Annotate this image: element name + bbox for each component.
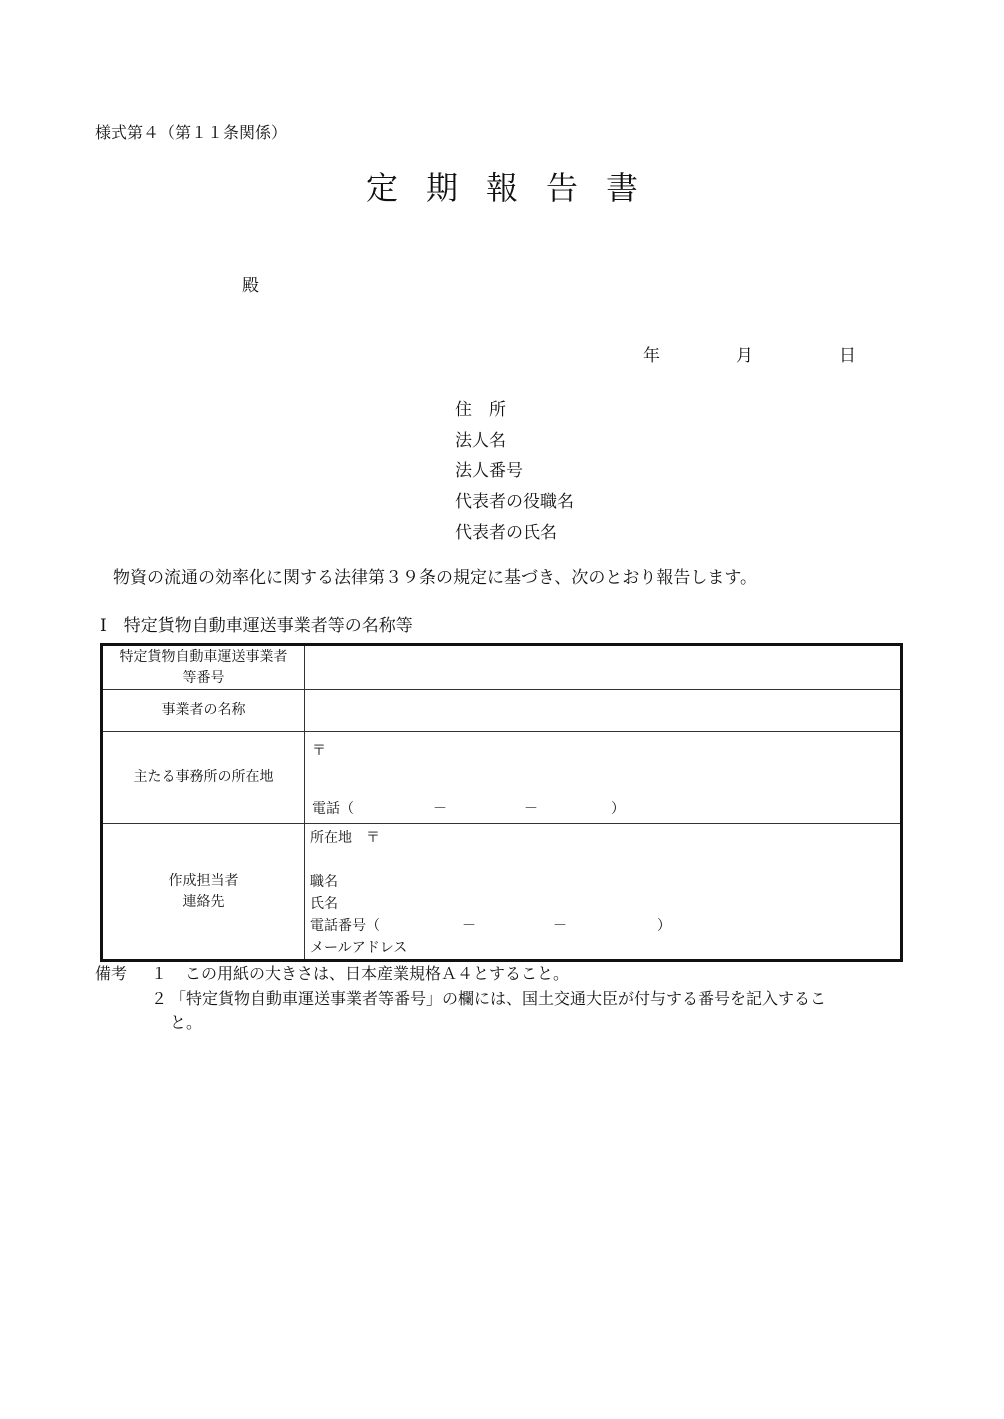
note-2-number: ２ [151, 989, 168, 1008]
row-label-operator-number [102, 645, 305, 690]
row-label-main-office: 主たる事務所の所在地 [102, 732, 305, 824]
contact-job-title-label: 職名 [310, 874, 338, 890]
report-table [100, 643, 903, 962]
sender-corp-name-label: 法人名 [455, 431, 506, 451]
date-day: 日 [839, 346, 856, 366]
contact-name-label: 氏名 [310, 896, 338, 912]
main-office-field[interactable] [305, 732, 902, 824]
sender-rep-name-label: 代表者の氏名 [455, 523, 557, 543]
table-row [102, 732, 902, 824]
document-title: 定期報告書 [365, 169, 666, 207]
addressee-suffix: 殿 [242, 276, 259, 296]
sender-corp-number-label: 法人番号 [455, 461, 523, 481]
phone-dash: － [524, 801, 538, 817]
business-name-field[interactable] [305, 690, 902, 732]
notes-heading: 備考 [95, 964, 128, 983]
table-row [102, 824, 902, 961]
date-month: 月 [736, 346, 753, 366]
section-heading: Ⅰ 特定貨物自動車運送事業者等の名称等 [100, 616, 413, 636]
row-label-business-name: 事業者の名称 [102, 690, 305, 732]
label-line: 作成担当者 [168, 872, 239, 889]
sender-rep-title-label: 代表者の役職名 [455, 492, 574, 512]
sender-address-label: 住 所 [455, 400, 506, 420]
note-1-text: この用紙の大きさは、日本産業規格Ａ４とすること。 [185, 964, 570, 983]
contact-person-field[interactable] [305, 824, 902, 961]
postal-mark: 〒 [312, 743, 326, 759]
contact-phone-label: 電話番号（ [310, 918, 380, 934]
contact-location-label: 所在地 〒 [310, 830, 380, 846]
label-line: 等番号 [182, 669, 225, 686]
intro-text: 物資の流通の効率化に関する法律第３９条の規定に基づき、次のとおり報告します。 [113, 568, 757, 588]
phone-dash: － [553, 918, 567, 934]
phone-close: ） [611, 801, 625, 817]
note-2-text: 「特定貨物自動車運送事業者等番号」の欄には、国土交通大臣が付与する番号を記入するこ [170, 989, 827, 1008]
date-year: 年 [643, 346, 660, 366]
note-1-number: １ [151, 964, 168, 983]
phone-close: ） [657, 918, 671, 934]
phone-label: 電話（ [312, 801, 354, 817]
table-row [102, 645, 902, 690]
label-line: 特定貨物自動車運送事業者 [119, 648, 288, 665]
note-2-text-continued: と。 [170, 1013, 203, 1032]
table-row [102, 690, 902, 732]
operator-number-field[interactable] [305, 645, 902, 690]
phone-dash: － [433, 801, 447, 817]
row-label-contact-person [102, 824, 305, 961]
contact-email-label: メールアドレス [310, 940, 408, 956]
form-number: 様式第４（第１１条関係） [95, 123, 288, 142]
label-line: 連絡先 [182, 893, 225, 910]
phone-dash: － [462, 918, 476, 934]
